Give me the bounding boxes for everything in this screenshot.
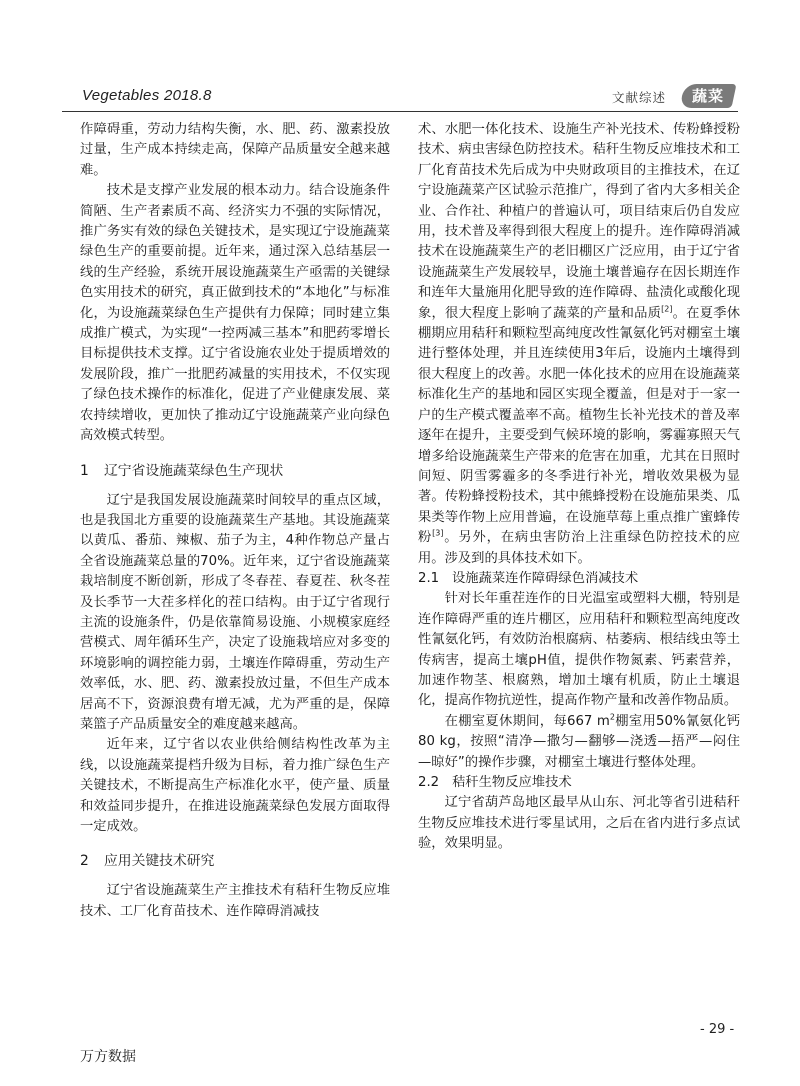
footer-watermark: 万方数据 <box>80 1049 136 1065</box>
paragraph: 在棚室夏休期间，每667 $m^2$棚室用50%氰氨化钙80 kg，按照“清净—撒匀—翻够—浇透—捂严—闷住—晾好”的操作步骤，对棚室土壤进行整体处理。 <box>418 712 741 770</box>
paragraph: 术、水肥一体化技术、设施生产补光技术、传粉蜂授粉技术、病虫害绿色防控技术。秸秆生物反应堆技术和工厂化育苗技术先后成为中央财政项目的主推技术，在辽宁设施蔬菜产区试验示范推广，得到了省内大多相关企业、合作社、种植户的普遍认可，项目结束后仍自发应用，技术普及率得到很大程度上的提升。连作障碍消减技术在设施蔬菜生产的老旧棚区广泛应用，由于辽宁省设施蔬菜生产发展较早，设施土壤普遍存在因长期连作和连年大量施用化肥导致的连作障碍、盐渍化或酸化现象，很大程度上影响了蔬菜的产量和品质[2]。在夏季休棚期应用秸秆和颗粒型高纯度改性氰氨化钙对棚室土壤进行整体处理，并且连续使用3年后，设施内土壤得到很大程度上的改善。水肥一体化技术的应用在设施蔬菜标准化生产的基地和园区实现全覆盖，但是对于一家一户的生产模式覆盖率不高。植物生长补光技术的普及率逐年在提升，主要受到气候环境的影响，雾霾寡照天气增多给设施蔬菜生产带来的危害在加重，尤其在日照时间短、阴雪雾霾多的冬季进行补光，增收效果极为显著。传粉蜂授粉技术，其中熊蜂授粉在设施茄果类、瓜果类等作物上应用普遍，在设施草莓上重点推广蜜蜂传粉[3]。另外，在病虫害防治上注重绿色防控技术的应用。涉及到的具体技术如下。 <box>418 122 741 566</box>
paragraph: 技术是支撑产业发展的根本动力。结合设施条件简陋、生产者素质不高、经济实力不强的实际情况，推广务实有效的绿色关键技术，是实现辽宁设施蔬菜绿色生产的重要前提。近年来，通过深入总结基层一线的生产经验，系统开展设施蔬菜生产亟需的关键绿色实用技术的研究，真正做到技术的“本地化”与标准化，为设施蔬菜绿色生产提供有力保障；同时建立集成推广模式，为实现“一控两减三基本”和肥药零增长目标提供技术支撑。辽宁省设施农业处于提质增效的发展阶段，推广一批肥药减量的实用技术，不仅实现了绿色技术操作的标准化，促进了产业健康发展、菜农持续增收，更加快了推动辽宁设施蔬菜产业向绿色高效模式转型。 <box>80 183 390 444</box>
header-rule <box>62 111 738 112</box>
section-heading-1: 1 辽宁省设施蔬菜绿色生产现状 <box>80 462 284 479</box>
paragraph: 辽宁省葫芦岛地区最早从山东、河北等省引进秸秆生物反应堆技术进行零星试用，之后在省内进行多点试验，效果明显。 <box>418 795 740 852</box>
paragraph: 作障碍重，劳动力结构失衡，水、肥、药、激素投放过量，生产成本持续走高，保障产品质量安全越来越难。 <box>80 122 390 178</box>
page-number: - 29 - <box>700 1022 735 1037</box>
citation: [3] <box>432 528 444 538</box>
section-heading-2: 2 应用关键技术研究 <box>80 853 215 870</box>
citation: [2] <box>661 304 673 314</box>
section-label: 文献综述 <box>612 90 667 105</box>
page-header <box>62 82 738 112</box>
paragraph: 辽宁是我国发展设施蔬菜时间较早的重点区域，也是我国北方重要的设施蔬菜生产基地。其设施蔬菜以黄瓜、番茄、辣椒、茄子为主，4种作物总产量占全省设施蔬菜总量的70%。近年来，辽宁省设施蔬菜栽培制度不断创新，形成了冬春茬、春夏茬、秋冬茬及长季节一大茬多样化的茬口结构。由于辽宁省现行主流的设施条件，仍是依靠简易设施、小规模家庭经营模式、周年循环生产，决定了设施栽培应对多变的环境影响的调控能力弱，土壤连作障碍重，劳动生产效率低，水、肥、药、激素投放过量，不但生产成本居高不下，资源浪费有增无减，尤为严重的是，保障菜篮子产品质量安全的难度越来越高。 <box>80 492 390 732</box>
paragraph: 辽宁省设施蔬菜生产主推技术有秸秆生物反应堆技术、工厂化育苗技术、连作障碍消减技 <box>80 883 390 919</box>
subsection-heading-2-2: 2.2 秸秆生物反应堆技术 <box>418 775 572 790</box>
paragraph: 近年来，辽宁省以农业供给侧结构性改革为主线，以设施蔬菜提档升级为目标，着力推广绿色生产关键技术，不断提高生产标准化水平，使产量、质量和效益同步提升，在推进设施蔬菜绿色发展方面取得一定成效。 <box>80 737 390 834</box>
subsection-heading-2-1: 2.1 设施蔬菜连作障碍绿色消减技术 <box>418 570 639 586</box>
left-column <box>80 120 390 922</box>
right-column <box>418 120 740 855</box>
journal-title: Vegetables 2018.8 <box>82 87 212 104</box>
journal-logo-text: 蔬菜 <box>691 87 724 105</box>
journal-logo <box>679 84 736 108</box>
paragraph: 针对长年重茬连作的日光温室或塑料大棚，特别是连作障碍严重的连片棚区，应用秸秆和颗粒型高纯度改性氰氨化钙，有效防治根腐病、枯萎病、根结线虫等土传病害，提高土壤pH值，提供作物氮素、钙素营养，加速作物茎、根腐熟，增加土壤有机质，防止土壤退化，提高作物抗逆性，提高作物产量和改善作物品质。 <box>418 591 740 709</box>
